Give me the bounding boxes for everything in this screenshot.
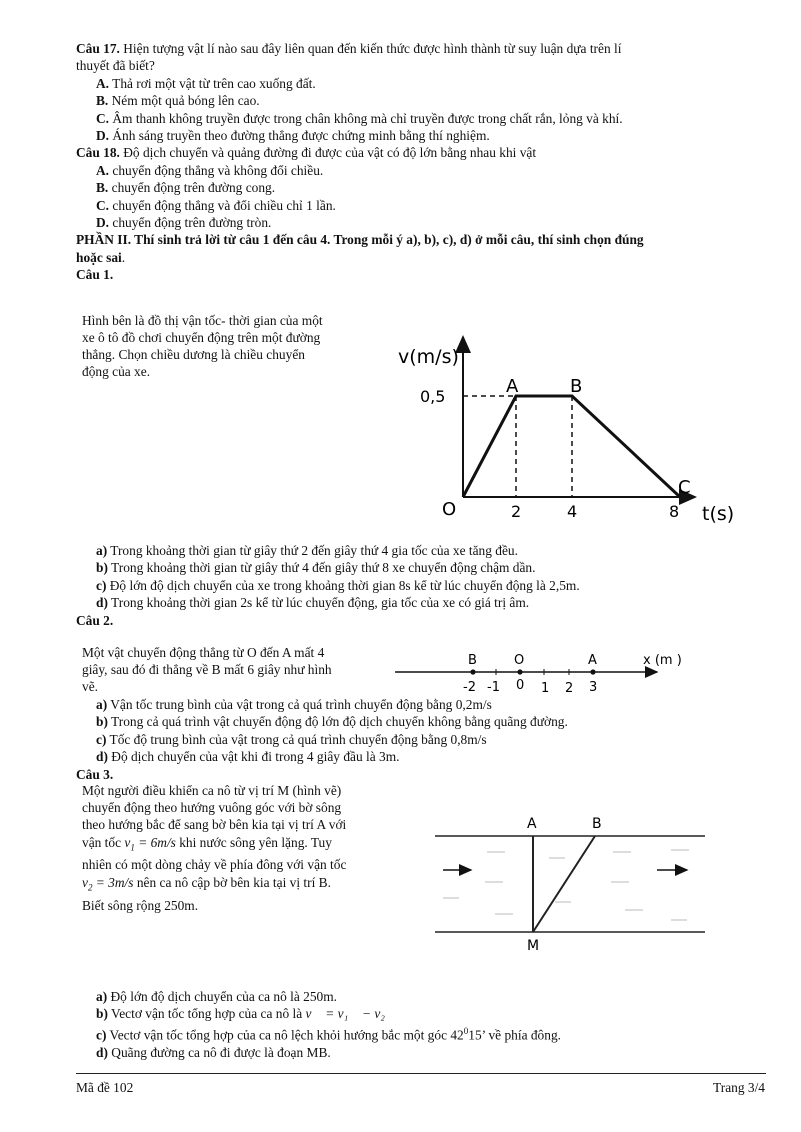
- text: khi nước sông yên lặng. Tuy: [175, 834, 332, 850]
- option-text: chuyển động trên đường cong.: [108, 180, 276, 196]
- c2-item-c: [76, 731, 766, 748]
- v2-symbol: v: [82, 874, 88, 890]
- q17-text2: thuyết đã biết?: [76, 58, 155, 74]
- item-letter: a): [96, 543, 108, 558]
- q17-line1: [76, 40, 766, 57]
- text: nên ca nô cập bờ bên kia tại vị trí B.: [133, 874, 331, 890]
- q17-option-d: [76, 127, 766, 144]
- c1-para-line: xe ô tô đồ chơi chuyển động trên một đường: [82, 330, 321, 345]
- item-text: Tốc độ trung bình của vật trong cả quá trình chuyển động bằng 0,8m/s: [106, 731, 487, 747]
- c1-item-c: [76, 577, 766, 594]
- tick-label: 3: [589, 680, 598, 695]
- v2-sub: 2: [87, 882, 93, 893]
- c2-para-line: giây, sau đó đi thẳng về B mất 6 giây như hình: [82, 662, 332, 677]
- item-letter: c): [96, 731, 107, 747]
- origin-label: O: [442, 499, 457, 520]
- c2-label: Câu 2.: [76, 612, 114, 628]
- c2-para-line: vẽ.: [82, 679, 98, 694]
- q17-option-b: [76, 92, 766, 109]
- point-o-dot: [517, 669, 522, 674]
- c3-para-line: Biết sông rộng 250m.: [82, 897, 199, 913]
- item-letter: c): [96, 1027, 107, 1043]
- point-c-label: C: [678, 477, 691, 498]
- option-letter: C.: [96, 197, 110, 213]
- point-b-label: B: [570, 376, 583, 397]
- c3-item-a: [76, 988, 766, 1005]
- point-b-label: B: [592, 816, 602, 832]
- c3-para-line-v1: [82, 834, 432, 857]
- item-text: Trong khoảng thời gian từ giây thứ 4 đến giây thứ 8 xe chuyển động chậm dần.: [107, 560, 536, 576]
- tick-label: 0: [516, 678, 525, 693]
- point-b-dot: [470, 669, 475, 674]
- t-axis-label: t(s): [702, 503, 735, 525]
- q17-text1: Hiện tượng vật lí nào sau đây liên quan đến kiến thức được hình thành từ suy luận dựa trên lí: [119, 41, 622, 56]
- option-text: chuyển động thẳng và không đổi chiều.: [109, 162, 324, 178]
- c2-item-d: [76, 748, 766, 765]
- q18-option-a: [76, 162, 766, 179]
- q17-option-c: [76, 110, 766, 127]
- part2-heading-line2: [76, 249, 766, 266]
- part2-heading-line1: PHẦN II. Thí sinh trả lời từ câu 1 đến câu 4. Trong mỗi ý a), b), c), d) ở mỗi câu, thí sinh chọn đúng: [76, 232, 644, 248]
- c2-paragraph: [82, 644, 412, 695]
- river-diagram: [435, 810, 705, 955]
- v1-value: = 6m/s: [134, 834, 176, 850]
- item-letter: d): [96, 1044, 108, 1060]
- c1-para-line: động của xe.: [82, 364, 151, 379]
- q18-option-c: [76, 197, 766, 214]
- item-letter: d): [96, 749, 108, 765]
- tick-label: -2: [463, 680, 476, 695]
- c3-label: Câu 3.: [76, 766, 114, 782]
- option-text: Thả rơi một vật từ trên cao xuống đất.: [109, 75, 316, 91]
- item-text: Trong cả quá trình vật chuyển động độ lớn độ dịch chuyển không bằng quãng đường.: [107, 714, 568, 730]
- point-a-label: A: [527, 816, 537, 832]
- c1-item-b: [76, 559, 766, 576]
- item-text: Độ dịch chuyển của vật khi đi trong 4 giây đầu là 3m.: [107, 749, 400, 765]
- c1-item-d: [76, 594, 766, 611]
- c1-para-line: thẳng. Chọn chiều dương là chiều chuyển: [82, 347, 305, 362]
- item-text: Vectơ vận tốc tổng hợp của ca nô là: [107, 1006, 306, 1022]
- axis-label-a: A: [588, 653, 597, 668]
- c1-label: Câu 1.: [76, 267, 114, 283]
- t-tick-4: 4: [567, 502, 578, 521]
- c3-para-line: nhiên có một dòng chảy về phía đông với vận tốc: [82, 857, 347, 873]
- footer-divider: [76, 1073, 766, 1074]
- item-letter: a): [96, 989, 108, 1004]
- v1-symbol: v: [124, 834, 131, 850]
- c1-paragraph: [82, 312, 382, 380]
- part2-heading-bold: hoặc sai: [76, 249, 122, 265]
- c3-item-c: [76, 1023, 766, 1044]
- item-text: Trong khoảng thời gian 2s kể từ lúc chuyển động, gia tốc của xe có giá trị âm.: [107, 595, 530, 611]
- water-dashes: [443, 850, 689, 920]
- c1-items: [76, 542, 766, 629]
- item-text: Vectơ vận tốc tổng hợp của ca nô lệch khỏi hướng bắc một góc 42: [106, 1027, 464, 1043]
- axis-label-o: O: [514, 653, 525, 668]
- tick-label: 2: [565, 681, 574, 696]
- text: vận tốc: [82, 834, 125, 850]
- item-letter: c): [96, 577, 107, 593]
- q18-label: Câu 18.: [76, 145, 120, 161]
- tick-label: 1: [541, 681, 550, 696]
- c3-para-line-v2: [82, 874, 432, 897]
- option-letter: A.: [96, 162, 110, 178]
- item-text: Vận tốc trung bình của vật trong cả quá trình chuyển động bằng 0,2m/s: [107, 697, 492, 712]
- v2-value: = 3m/s: [92, 874, 134, 890]
- tick-label: -1: [487, 680, 500, 695]
- axis-label-b: B: [468, 653, 477, 668]
- q17-option-a: [76, 75, 766, 92]
- exam-code: Mã đề 102: [76, 1080, 134, 1095]
- position-axis: [395, 648, 715, 696]
- option-letter: A.: [96, 75, 110, 91]
- c2-items: [76, 696, 766, 783]
- c2-item-a: [76, 696, 766, 713]
- item-letter: b): [96, 714, 108, 730]
- c1-item-a: [76, 542, 766, 559]
- v1-sub: 1: [130, 842, 135, 853]
- item-letter: a): [96, 697, 108, 712]
- option-text: Ánh sáng truyền theo đường thẳng được chứng minh bằng thí nghiệm.: [109, 128, 490, 144]
- q18-option-d: [76, 214, 766, 231]
- item-letter: b): [96, 1006, 108, 1022]
- option-letter: D.: [96, 128, 110, 144]
- item-text: Trong khoảng thời gian từ giây thứ 2 đến giây thứ 4 gia tốc của xe tăng đều.: [107, 543, 518, 558]
- point-a-label: A: [506, 376, 519, 397]
- path-mb: [533, 836, 595, 932]
- page-number: Trang 3/4: [713, 1080, 765, 1095]
- velocity-time-graph: [390, 325, 750, 535]
- q18-option-b: [76, 179, 766, 196]
- option-letter: B.: [96, 93, 109, 109]
- c1-para-line: Hình bên là đồ thị vận tốc- thời gian của một: [82, 313, 323, 328]
- q18-line: [76, 144, 766, 161]
- part2-heading-end: .: [121, 249, 126, 265]
- option-text: Âm thanh không truyền được trong chân không mà chỉ truyền được trong chất rắn, lỏng và khí.: [109, 110, 623, 126]
- option-text: chuyển động trên đường tròn.: [109, 215, 272, 231]
- c3-item-d: [76, 1044, 766, 1061]
- q17-label: Câu 17.: [76, 41, 120, 56]
- c3-para-line: Một người điều khiển ca nô từ vị trí M (hình vẽ): [82, 783, 342, 798]
- item-text: Quãng đường ca nô đi được là đoạn MB.: [107, 1044, 331, 1060]
- option-text: chuyển động thẳng và đổi chiều chỉ 1 lần.: [109, 197, 336, 213]
- x-axis-label: x (m ): [643, 653, 682, 668]
- c2-para-line: Một vật chuyển động thẳng từ O đến A mất 4: [82, 645, 325, 660]
- vector-formula: v⃗ = v₁⃗ − v₂⃗: [305, 1006, 396, 1022]
- v-tick-label: 0,5: [420, 387, 446, 406]
- option-letter: D.: [96, 215, 110, 231]
- t-tick-8: 8: [669, 502, 680, 521]
- v-axis-label: v(m/s): [398, 346, 459, 368]
- item-text: Độ lớn độ dịch chuyển của xe trong khoảng thời gian 8s kể từ lúc chuyển động là 2,5m.: [106, 577, 580, 593]
- item-text-rest: 15’ về phía đông.: [468, 1027, 561, 1043]
- option-letter: B.: [96, 180, 109, 196]
- option-letter: C.: [96, 110, 110, 126]
- t-tick-2: 2: [511, 502, 522, 521]
- c3-para-line: chuyển động theo hướng vuông góc với bờ sông: [82, 800, 342, 816]
- c3-paragraph: [82, 782, 432, 914]
- c3-items: [76, 988, 766, 1061]
- point-m-label: M: [527, 938, 540, 954]
- item-letter: d): [96, 595, 108, 611]
- c3-para-line: theo hướng bắc để sang bờ bên kia tại vị trí A với: [82, 817, 347, 833]
- option-text: Ném một quả bóng lên cao.: [108, 93, 260, 109]
- item-text: Độ lớn độ dịch chuyển của ca nô là 250m.: [107, 989, 337, 1004]
- c3-item-b: [76, 1005, 766, 1022]
- c2-item-b: [76, 713, 766, 730]
- degree-sup: 0: [463, 1025, 469, 1036]
- question-17: [76, 40, 766, 284]
- point-a-dot: [590, 669, 595, 674]
- q18-text: Độ dịch chuyển và quảng đường đi được của vật có độ lớn bằng nhau khi vật: [119, 145, 537, 161]
- item-letter: b): [96, 560, 108, 576]
